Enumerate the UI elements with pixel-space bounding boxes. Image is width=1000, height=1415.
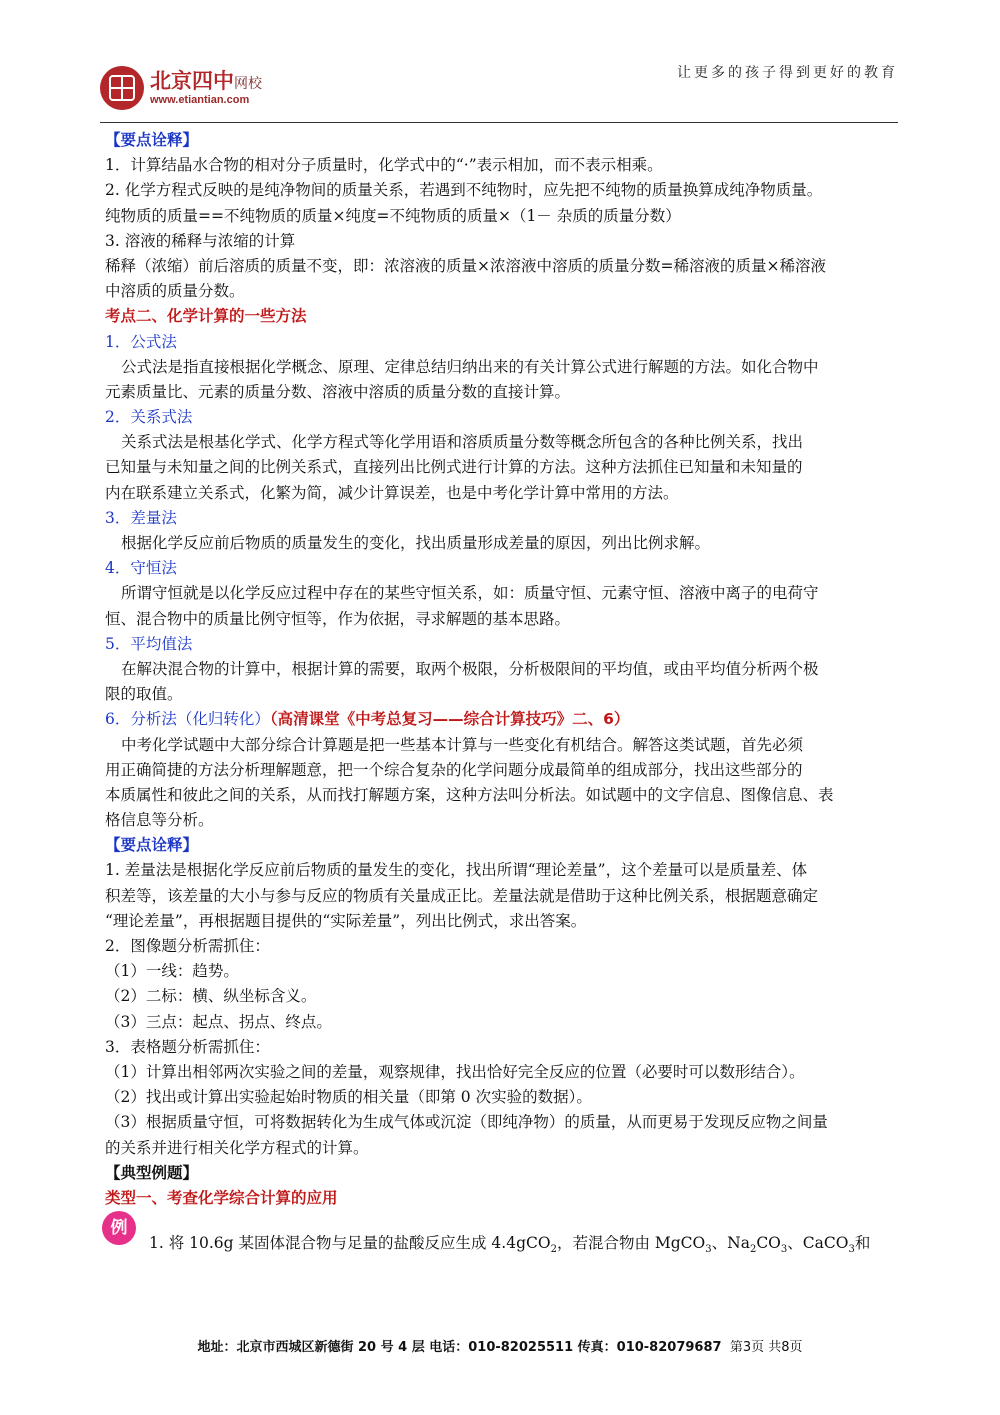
text-line: （1）一线：趋势。: [105, 962, 239, 981]
section-heading-examples: 【典型例题】: [105, 1163, 199, 1182]
text-line: 积差等，该差量的大小与参与反应的物质有关量成正比。差量法就是借助于这种比例关系，根据题意确定: [105, 886, 819, 905]
section-heading-methods: 考点二、化学计算的一些方法: [105, 307, 307, 326]
method-title: 3．差量法: [105, 508, 177, 527]
text-line: 1. 差量法是根据化学反应前后物质的量发生的变化，找出所谓“理论差量”，这个差量可以是质量差、体: [105, 861, 808, 880]
text-line: （2）二标：横、纵坐标含义。: [105, 987, 317, 1006]
section-heading-type-one: 类型一、考查化学综合计算的应用: [105, 1188, 338, 1207]
page-header: [100, 54, 898, 124]
section-heading-key-points: 【要点诠释】: [105, 836, 199, 855]
footer-address: 地址：北京市西城区新德街 20 号 4 层 电话：010-82025511 传真：010-82079687: [197, 1340, 722, 1355]
subscript: 2: [749, 1244, 757, 1256]
text-line: 中考化学试题中大部分综合计算题是把一些基本计算与一些变化有机结合。解答这类试题，首先必须: [121, 735, 804, 754]
example-text: 、Na: [711, 1234, 750, 1253]
text-line: 恒、混合物中的质量比例守恒等，作为依据，寻求解题的基本思路。: [105, 609, 571, 628]
text-line: 根据化学反应前后物质的质量发生的变化，找出质量形成差量的原因，列出比例求解。: [121, 534, 711, 552]
text-line: （1）计算出相邻两次实验之间的差量，观察规律，找出恰好完全反应的位置（必要时可以数形结合）。: [105, 1062, 805, 1081]
method-title: 1．公式法: [105, 332, 177, 351]
page-number: 第3页 共8页: [729, 1340, 803, 1355]
text-line: 限的取值。: [105, 685, 183, 704]
example-badge-icon: 例: [102, 1211, 136, 1245]
text-line: 稀释（浓缩）前后溶质的质量不变，即：浓溶液的质量×浓溶液中溶质的质量分数=稀溶液的质量×稀溶液: [105, 256, 826, 275]
example-text: 、CaCO: [787, 1234, 849, 1253]
document-body: [105, 128, 900, 1256]
text-line: 3．表格题分析需抓住：: [105, 1037, 270, 1056]
method-title: 5．平均值法: [105, 634, 193, 653]
method-title-row: [105, 707, 900, 732]
text-line: 内在联系建立关系式，化繁为简，减少计算误差，也是中考化学计算中常用的方法。: [105, 483, 679, 502]
example-text: 1. 将 10.6g 某固体混合物与足量的盐酸反应生成 4.4gCO: [149, 1234, 551, 1253]
section-heading-key-points: 【要点诠释】: [105, 131, 199, 149]
logo-subname: 网校: [234, 75, 262, 92]
example-text: ，若混合物由 MgCO: [556, 1234, 706, 1253]
text-line: 所谓守恒就是以化学反应过程中存在的某些守恒关系，如：质量守恒、元素守恒、溶液中离子的电荷守: [121, 584, 819, 603]
example-text: 和: [854, 1234, 871, 1253]
logo-name: 北京四中: [150, 68, 234, 93]
subscript: 3: [705, 1244, 712, 1256]
subscript: 2: [550, 1244, 557, 1256]
text-line: （3）根据质量守恒，可将数据转化为生成气体或沉淀（即纯净物）的质量，从而更易于发现反应物之间量: [105, 1113, 828, 1132]
slogan: 让更多的孩子得到更好的教育: [677, 65, 898, 81]
text-line: 元素质量比、元素的质量分数、溶液中溶质的质量分数的直接计算。: [105, 382, 571, 401]
text-line: 本质属性和彼此之间的关系，从而找打解题方案，这种方法叫分析法。如试题中的文字信息、图像信息、表: [105, 785, 834, 804]
course-reference-link[interactable]: （高清课堂《中考总复习——综合计算技巧》二、6）: [269, 710, 630, 729]
text-line: 格信息等分析。: [105, 811, 214, 830]
example-text: CO: [756, 1234, 781, 1253]
text-line: 2．图像题分析需抓住：: [105, 937, 270, 955]
subscript: 3: [848, 1244, 855, 1256]
text-line: 公式法是指直接根据化学概念、原理、定律总结归纳出来的有关计算公式进行解题的方法。如化合物中: [121, 357, 819, 376]
text-line: 纯物质的质量==不纯物质的质量×纯度=不纯物质的质量×（1－ 杂质的质量分数）: [105, 206, 681, 225]
logo-seal-icon: [100, 66, 144, 110]
text-line: 用正确简捷的方法分析理解题意，把一个综合复杂的化学问题分成最简单的组成部分，找出这些部分的: [105, 760, 803, 779]
logo: [100, 66, 262, 110]
method-title: 4．守恒法: [105, 559, 177, 578]
text-line: （3）三点：起点、拐点、终点。: [105, 1012, 332, 1031]
header-divider: [100, 122, 898, 123]
example-question: [105, 1218, 900, 1256]
text-line: 关系式法是根基化学式、化学方程式等化学用语和溶质质量分数等概念所包含的各种比例关系，找出: [121, 433, 804, 452]
text-line: （2）找出或计算出实验起始时物质的相关量（即第 0 次实验的数据）。: [105, 1088, 592, 1107]
text-line: 在解决混合物的计算中，根据计算的需要，取两个极限，分析极限间的平均值，或由平均值分析两个极: [121, 659, 819, 678]
text-line: 2. 化学方程式反映的是纯净物间的质量关系，若遇到不纯物时，应先把不纯物的质量换算成纯净物质量。: [105, 181, 823, 200]
page-footer: [0, 1336, 1000, 1355]
text-line: “理论差量”，再根据题目提供的“实际差量”，列出比例式，求出答案。: [105, 911, 587, 930]
text-line: 的关系并进行相关化学方程式的计算。: [105, 1138, 369, 1157]
subscript: 3: [780, 1244, 788, 1256]
text-line: 中溶质的质量分数。: [105, 282, 245, 301]
method-title: 6．分析法（化归转化）: [105, 710, 270, 729]
text-line: 1．计算结晶水合物的相对分子质量时，化学式中的“·”表示相加，而不表示相乘。: [105, 156, 663, 175]
text-line: 3. 溶液的稀释与浓缩的计算: [105, 231, 296, 250]
text-line: 已知量与未知量之间的比例关系式，直接列出比例式进行计算的方法。这种方法抓住已知量和未知量的: [105, 458, 803, 477]
method-title: 2．关系式法: [105, 408, 193, 427]
logo-url: www.etiantian.com: [150, 93, 250, 106]
